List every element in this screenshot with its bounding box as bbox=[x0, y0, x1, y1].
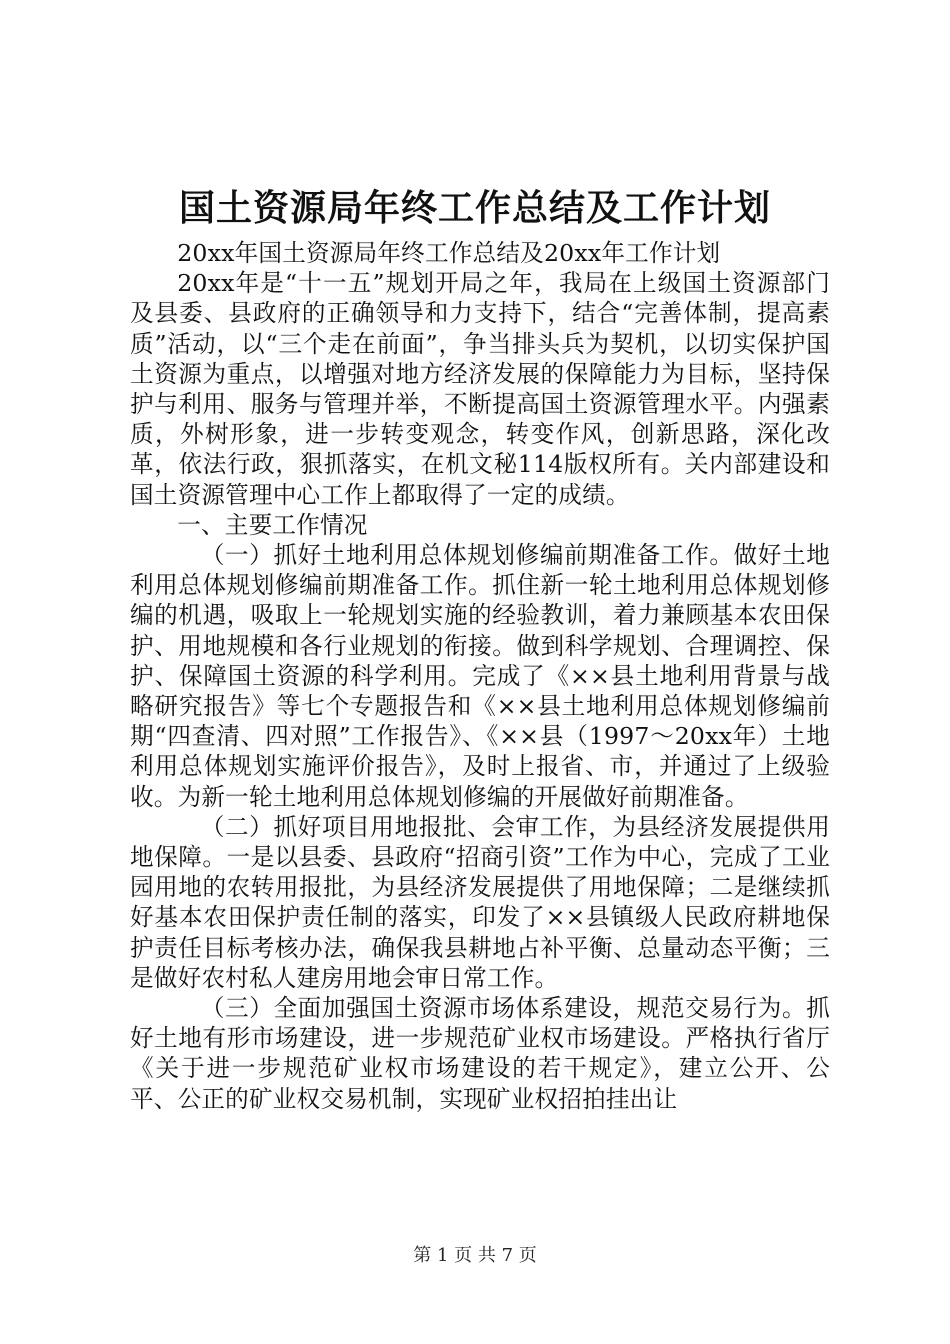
section-heading: 一、主要工作情况 bbox=[177, 510, 368, 539]
intro-paragraph: 20xx年是“十一五”规划开局之年，我局在上级国土资源部门及县委、县政府的正确领导和力支持下，结合“完善体制，提高素质”活动，以“三个走在前面”，争当排头兵为契机，以切实保护国土资源为重点，以增强对地方经济发展的保障能力为目标，坚持保护与利用、服务与管理并举，不断提高国土资源管理水平。内强素质，外树形象，进一步转变观念，转变作风，创新思路，深化改革，依法行政，狠抓落实，在机文秘114版权所有。关内部建设和国土资源管理中心工作上都取得了一定的成绩。 bbox=[130, 269, 830, 509]
document-body bbox=[130, 238, 830, 1114]
page-number-footer: 第 1 页 共 7 页 bbox=[413, 1245, 537, 1266]
subtitle-paragraph: 20xx年国土资源局年终工作总结及20xx年工作计划 bbox=[177, 239, 721, 267]
item-three-paragraph: （三）全面加强国土资源市场体系建设，规范交易行为。抓好土地有形市场建设，进一步规范矿业权市场建设。严格执行省厅《关于进一步规范矿业权市场建设的若干规定》，建立公开、公平、公正的矿业权交易机制，实现矿业权招拍挂出让 bbox=[130, 994, 830, 1113]
item-two-paragraph: （二）抓好项目用地报批、会审工作，为县经济发展提供用地保障。一是以县委、县政府“招商引资”工作为中心，完成了工业园用地的农转用报批，为县经济发展提供了用地保障；二是继续抓好基本农田保护责任制的落实，印发了××县镇级人民政府耕地保护责任目标考核办法，确保我县耕地占补平衡、总量动态平衡；三是做好农村私人建房用地会审日常工作。 bbox=[130, 812, 830, 992]
item-one-paragraph: （一）抓好土地利用总体规划修编前期准备工作。做好土地利用总体规划修编前期准备工作。抓住新一轮土地利用总体规划修编的机遇，吸取上一轮规划实施的经验教训，着力兼顾基本农田保护、用地规模和各行业规划的衔接。做到科学规划、合理调控、保护、保障国土资源的科学利用。完成了《××县土地利用背景与战略研究报告》等七个专题报告和《××县土地利用总体规划修编前期“四查清、四对照”工作报告》、《××县（1997～20xx年）土地利用总体规划实施评价报告》，及时上报省、市，并通过了上级验收。为新一轮土地利用总体规划修编的开展做好前期准备。 bbox=[130, 541, 830, 811]
document-title: 国土资源局年终工作总结及工作计划 bbox=[178, 187, 771, 229]
